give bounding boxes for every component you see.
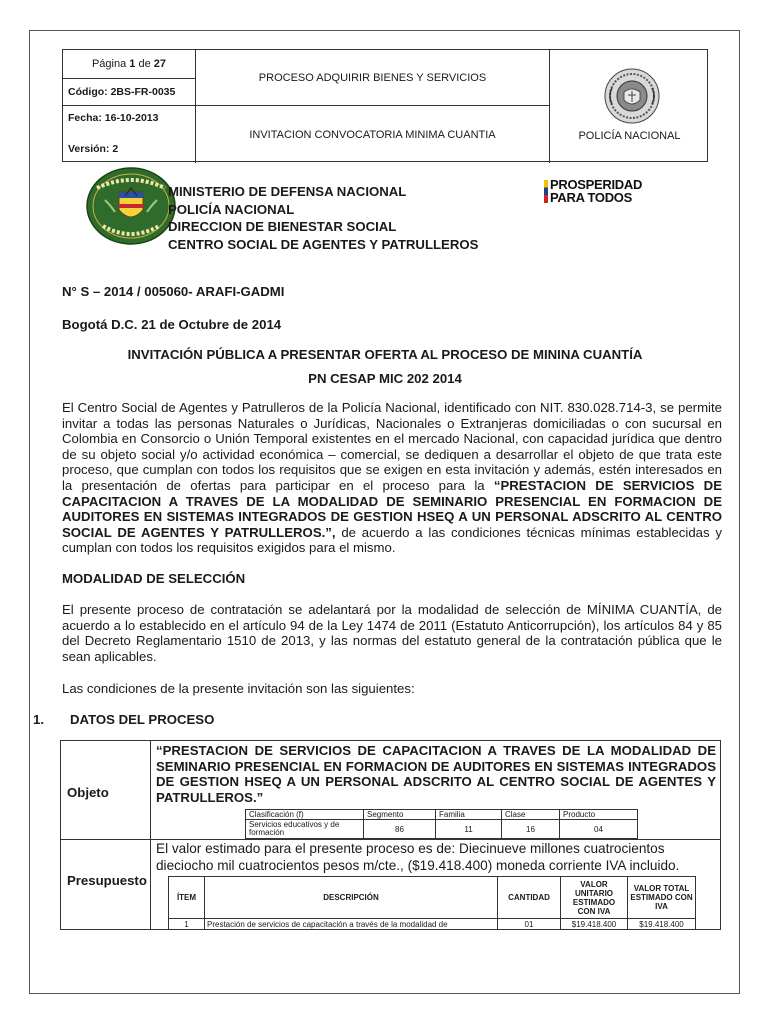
page-indicator: Página 1 de 27 xyxy=(91,58,167,70)
police-seal-icon xyxy=(604,68,660,124)
process-data-table xyxy=(60,740,721,930)
presupuesto-label: Presupuesto xyxy=(67,873,147,888)
institution-line-2: POLICÍA NACIONAL xyxy=(168,201,295,217)
presupuesto-text: El valor estimado para el presente proceso es de: Diecinueve millones cuatrocientos dieciocho mil cuatrocientos pesos m/cte., ($19.418.400) moneda corriente IVA incluido. xyxy=(156,841,680,873)
process-title: PROCESO ADQUIRIR BIENES Y SERVICIOS xyxy=(195,50,549,105)
modalidad-heading: MODALIDAD DE SELECCIÓN xyxy=(62,571,246,586)
document-title: INVITACIÓN PÚBLICA A PRESENTAR OFERTA AL PROCESO DE MININA CUANTÍA xyxy=(127,347,643,362)
conditions-intro: Las condiciones de la presente invitación son las siguientes: xyxy=(62,681,415,696)
prosperidad-logo: PROSPERIDAD PARA TODOS xyxy=(544,179,642,204)
institution-line-1: MINISTERIO DE DEFENSA NACIONAL xyxy=(168,184,407,199)
place-date: Bogotá D.C. 21 de Octubre de 2014 xyxy=(62,317,282,332)
police-emblem-cell xyxy=(549,50,709,163)
institution-block xyxy=(168,183,478,253)
document-page xyxy=(29,30,740,994)
table-row: 1 Prestación de servicios de capacitación a través de la modalidad de 01 $19.418.400 $19.418.400 xyxy=(169,919,696,930)
objeto-label: Objeto xyxy=(67,785,109,800)
objeto-text: “PRESTACION DE SERVICIOS DE CAPACITACION A TRAVES DE LA MODALIDAD DE SEMINARIO PRESENCIAL EN FORMACION DE AUDITORES EN SISTEMAS INTEGRADOS DE GESTION HSEQ A UN PERSONAL ADSCRITO AL CENTRO SOCIAL DE AGENTES Y PATRULLEROS.” xyxy=(156,743,716,805)
subprocess-title: INVITACION CONVOCATORIA MINIMA CUANTIA xyxy=(195,105,549,163)
intro-paragraph: El Centro Social de Agentes y Patrulleros de la Policía Nacional, identificado con NIT. 830.028.714-3, se permite invitar a todas las personas Naturales o Jurídicas, Nacionales o Extranjeras domiciliadas o con sucursal en Colombia en Consorcio o Unión Temporal existentes en el mercado Nacional, con capacidad jurídica que dentro de su objeto social y/o actividad económica – comercial, se dediquen a desarrollar el objeto de que trata este proceso, que cumplan con todos los requisitos que se exigen en esta invitación y además, estén interesados en la presentación de ofertas para participar en el proceso para la “PRESTACION DE SERVICIOS DE CAPACITACION A TRAVES DE LA MODALIDAD DE SEMINARIO PRESENCIAL EN FORMACION DE AUDITORES EN SISTEMAS INTEGRADOS DE GESTION HSEQ A UN PERSONAL ADSCRITO AL CENTRO SOCIAL DE AGENTES Y PATRULLEROS.”, de acuerdo a las condiciones técnicas mínimas establecidas y cumplan con todos los requisitos exigidos para el mismo. xyxy=(62,400,722,556)
modalidad-paragraph: El presente proceso de contratación se adelantará por la modalidad de selección de MÍNIMA CUANTÍA, de acuerdo a lo establecido en el artículo 94 de la Ley 1474 de 2011 (Estatuto Anticorrupción), los artículos 84 y 85 del Decreto Reglamentario 1510 de 2013, y las normas del estatuto general de la contratación pública que le sean aplicables. xyxy=(62,602,722,664)
institution-line-3: DIRECCION DE BIENESTAR SOCIAL xyxy=(168,219,397,234)
budget-items-table: ÍTEM DESCRIPCIÓN CANTIDAD VALOR UNITARIO ESTIMADO CON IVA VALOR TOTAL ESTIMADO CON IVA 1 Prestación de servicios de capacitación a través de la modalidad de 01 $19.418.400 $19.418.400 xyxy=(168,876,696,930)
police-label: POLICÍA NACIONAL xyxy=(578,130,681,142)
police-shield-icon xyxy=(85,166,177,246)
process-code: PN CESAP MIC 202 2014 xyxy=(308,371,462,386)
institution-line-4: CENTRO SOCIAL DE AGENTES Y PATRULLEROS xyxy=(168,236,479,252)
section-title: DATOS DEL PROCESO xyxy=(70,712,215,727)
document-number: N° S – 2014 / 005060- ARAFI-GADMI xyxy=(62,284,285,299)
section-number: 1. xyxy=(33,712,44,727)
flag-bar-icon xyxy=(544,180,548,203)
unspsc-classification-table: Clasificación (f) Segmento Familia Clase Producto Servicios educativos y de formación 86 11 16 04 xyxy=(245,809,638,839)
document-code: Código: 2BS-FR-0035 xyxy=(63,78,195,105)
document-version: Versión: 2 xyxy=(68,142,119,155)
document-header-table xyxy=(62,49,708,162)
document-date: Fecha: 16-10-2013 xyxy=(63,105,195,134)
